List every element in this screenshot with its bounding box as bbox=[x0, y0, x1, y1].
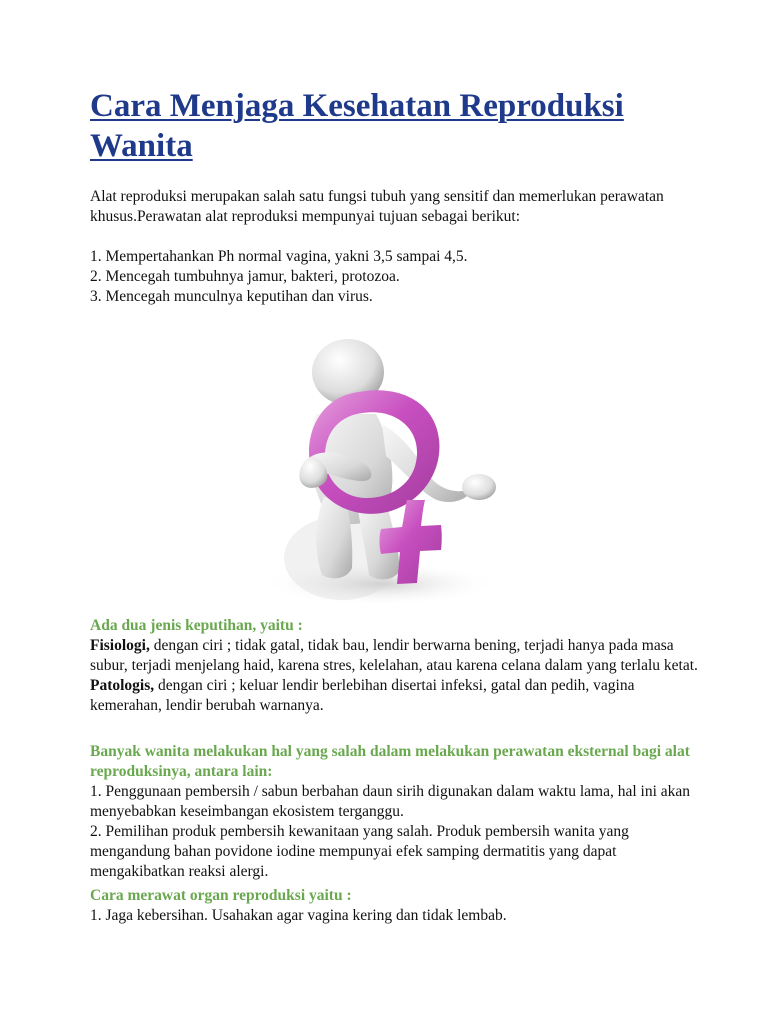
keputihan-section bbox=[90, 616, 710, 716]
mistake-item: 1. Penggunaan pembersih / sabun berbahan daun sirih digunakan dalam waktu lama, hal ini akan menyebabkan keseimbangan ekosistem terganggu. bbox=[90, 783, 691, 820]
female-symbol-illustration bbox=[234, 322, 530, 612]
page-title: Cara Menjaga Kesehatan Reproduksi Wanita bbox=[90, 88, 624, 164]
goal-item: 2. Mencegah tumbuhnya jamur, bakteri, protozoa. bbox=[90, 268, 400, 285]
female-symbol-icon bbox=[234, 322, 530, 612]
mistakes-section bbox=[90, 742, 710, 882]
patologis-text: dengan ciri ; keluar lendir berlebihan disertai infeksi, gatal dan pedih, vagina kemerahan, lendir berubah warnanya. bbox=[90, 677, 635, 714]
patologis-label: Patologis, bbox=[90, 677, 155, 694]
fisiologi-paragraph bbox=[90, 636, 710, 676]
fisiologi-text: dengan ciri ; tidak gatal, tidak bau, lendir berwarna bening, terjadi hanya pada masa subur, terjadi menjelang haid, karena stres, kelelahan, atau karena celana dalam yang terlalu ketat. bbox=[90, 637, 698, 674]
goal-item: 1. Mempertahankan Ph normal vagina, yakni 3,5 sampai 4,5. bbox=[90, 248, 468, 265]
mistakes-heading: Banyak wanita melakukan hal yang salah dalam melakukan perawatan eksternal bagi alat reproduksinya, antara lain: bbox=[90, 743, 690, 780]
mistake-item: 2. Pemilihan produk pembersih kewanitaan yang salah. Produk pembersih wanita yang mengandung bahan povidone iodine mempunyai efek samping dermatitis yang dapat mengakibatkan reaksi alergi. bbox=[90, 823, 629, 880]
goal-item: 3. Mencegah munculnya keputihan dan virus. bbox=[90, 288, 373, 305]
keputihan-heading: Ada dua jenis keputihan, yaitu : bbox=[90, 617, 303, 634]
care-heading: Cara merawat organ reproduksi yaitu : bbox=[90, 887, 352, 904]
care-item: 1. Jaga kebersihan. Usahakan agar vagina kering dan tidak lembab. bbox=[90, 907, 507, 924]
patologis-paragraph bbox=[90, 676, 710, 716]
goals-list bbox=[90, 247, 710, 307]
intro-paragraph: Alat reproduksi merupakan salah satu fungsi tubuh yang sensitif dan memerlukan perawatan khusus.Perawatan alat reproduksi mempunyai tujuan sebagai berikut: bbox=[90, 188, 664, 225]
care-section bbox=[90, 886, 710, 926]
fisiologi-label: Fisiologi, bbox=[90, 637, 150, 654]
document-page bbox=[90, 86, 710, 307]
